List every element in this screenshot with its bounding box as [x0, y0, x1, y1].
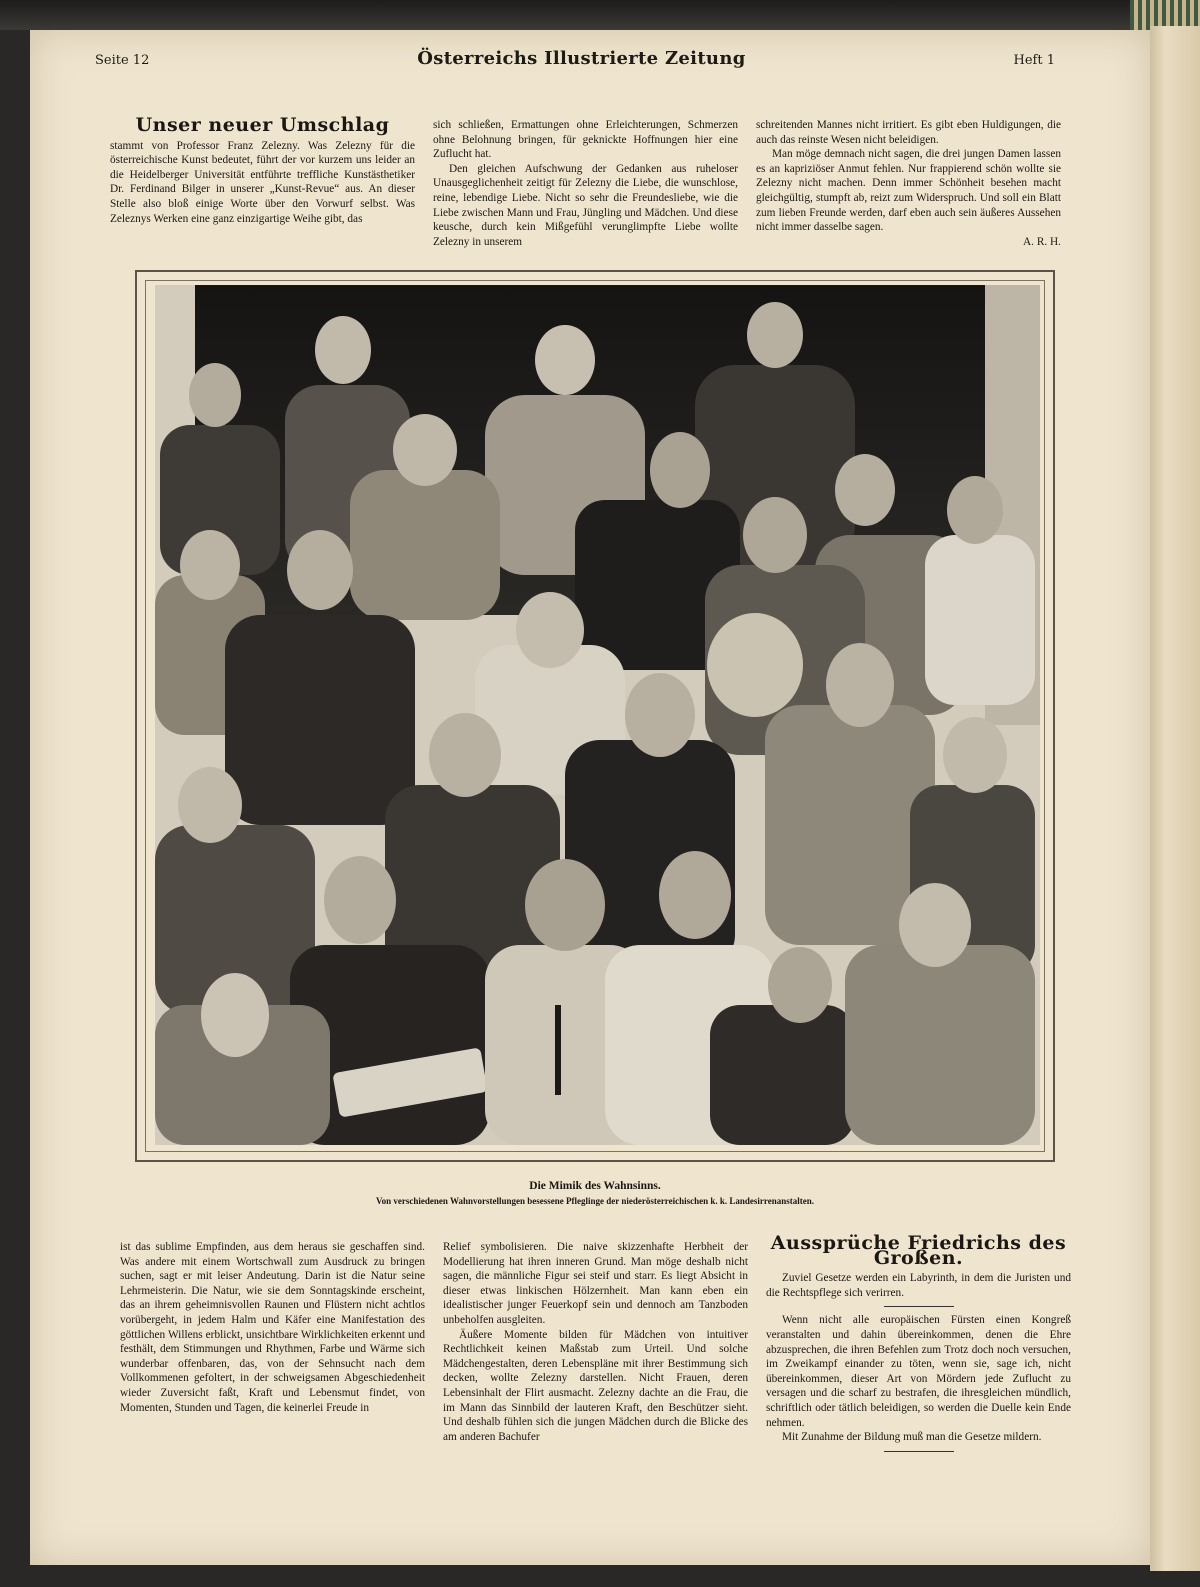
group-photograph — [155, 285, 1040, 1145]
saying-1: Zuviel Gesetze werden ein Labyrinth, in dem die Juristen und die Rechtspflege sich verirren. — [766, 1272, 1071, 1299]
cover-article-column-2 — [433, 118, 738, 249]
running-head — [95, 48, 1055, 78]
bottom-article-text-1: ist das sublime Empfinden, aus dem heraus sie geschaffen sind. Was andere mit einem Wortschwall zum Ausdruck zu bringen suchen, sagt er mit leiser Andeutung. Darin ist die Natur seine Lehrmeisterin. Die Natur, wie sie dem Sonntagskinde erscheint, das an ihrem geheimnisvollen Raunen und Flüstern nicht achtlos vorübergeht, in jedem Halm und Käfer eine Manifestation des göttlichen Willens erblickt, unsichtbare Wirklichkeiten erkennt und festhält, dem Stimmungen und Rhythmen, Farbe und Wärme sich wunderbar offenbaren, das, von der Sehnsucht nach dem Vollkommenen gefoltert, in der schweigsamen Abgeschiedenheit wieder Zuversicht faßt, Kraft und Lebensmut findet, von Momenten, Stunden und Tagen, die keinerlei Freude in — [120, 1241, 425, 1414]
saying-3: Mit Zunahme der Bildung muß man die Gesetze mildern. — [782, 1431, 1042, 1444]
masthead-title: Österreichs Illustrierte Zeitung — [417, 48, 746, 69]
photo-caption-subtitle: Von verschiedenen Wahnvorstellungen besessene Pfleglinge der niederösterreichischen k. k. Landesirrenanstalten. — [375, 1196, 814, 1206]
cover-article-text-3b: Man möge demnach nicht sagen, die drei jungen Damen lassen es an kapriziöser Anmut fehlen. Nur frappierend schön wollte sie Zelezny nicht machen. Denn immer Schönheit besehen macht gleichgültig, stumpft ab, reizt zum Widerspruch. Und soll ein Blatt zum lieben Freunde werden, darf eben auch sein äußeres Aussehen nicht immer dasselbe sagen. — [756, 148, 1061, 234]
bottom-article-column-2 — [443, 1240, 748, 1444]
cover-article-text-1: stammt von Professor Franz Zelezny. Was Zelezny für die österreichische Kunst bedeutet, führt der vor kurzem uns leider an die Heidelberger Universität entführte treffliche Kunstästhetiker Dr. Ferdinand Bilger in unserer „Kunst-Revue“ aus. An dieser Stelle also bloß einige Worte über den Vorwurf selbst. Was Zeleznys Werken eine ganz einzigartige Weihe gibt, das — [110, 139, 415, 225]
section-divider-end — [884, 1451, 954, 1452]
photo-caption — [135, 1180, 1055, 1206]
cover-article-text-3a: schreitenden Mannes nicht irritiert. Es gibt eben Huldigungen, die auch das reinste Wesen nicht beleidigen. — [756, 119, 1061, 146]
bottom-article-text-2a: Relief symbolisieren. Die naive skizzenhafte Herbheit der Modellierung hat ihren inneren Grund. Man möge deshalb nicht sagen, die männliche Figur sei steif und starr. Es liegt Absicht in dieser etwas linkischen Hölzernheit. Man kann eben ein idealistischer junger Feuerkopf sein und dennoch am Tanzboden unbeholfen ausgleiten. — [443, 1241, 748, 1326]
sayings-title: Aussprüche Friedrichs des Großen. — [770, 1232, 1067, 1269]
next-page-edge — [1150, 26, 1200, 1571]
photo-caption-title: Die Mimik des Wahnsinns. — [529, 1180, 661, 1192]
bottom-article-text-2b: Äußere Momente bilden für Mädchen von intuitiver Rechtlichkeit keinen Maßstab zum Urteil. Und solche Mädchengestalten, deren Lebenspläne mit ihrer Bestimmung sich decken, wollte Zelezny darstellen. Nicht Frauen, deren Lebensinhalt der Flirt ausmacht. Zelezny dachte an die Frau, die im Mann das Sinnbild der lauteren Kraft, den Beschützer sieht. Und deshalb fühlen sich die jungen Mädchen durch die Blicke des am anderen Bachufer — [443, 1328, 748, 1443]
sayings-column — [766, 1232, 1071, 1458]
cover-article-text-2a: sich schließen, Ermattungen ohne Erleichterungen, Schmerzen ohne Belohnung bringen, für geknickte Hoffnungen hier eine Zuflucht hat. — [433, 119, 738, 161]
cover-article-title: Unser neuer Umschlag — [135, 114, 390, 136]
page-number: Seite 12 — [95, 53, 150, 68]
cover-article-column-1 — [110, 114, 415, 226]
issue-number: Heft 1 — [1013, 53, 1055, 68]
saying-2: Wenn nicht alle europäischen Fürsten einen Kongreß veranstalten und dahin übereinkommen, denen die Ehre abzusprechen, die ihren Befehlen zum Trotz doch noch versuchen, im Zweikampf einander zu töten, wenn sie, sage ich, nicht übereinkommen, dieser Art von Mördern jede Zuflucht zu versagen und die scharf zu bestrafen, die ihresgleichen mündlich, schriftlich oder tätlich beleidigen, so werden die Duelle kein Ende nehmen. — [766, 1314, 1071, 1429]
article-signature: A. R. H. — [1023, 235, 1061, 248]
section-divider — [884, 1306, 954, 1307]
bottom-article-column-1 — [120, 1240, 425, 1415]
scan-background-top — [0, 0, 1200, 30]
cover-article-text-2b: Den gleichen Aufschwung der Gedanken aus ruheloser Unausgeglichenheit zeitigt für Zelezny die Liebe, die wunschlose, reine, lebendige Liebe. Nicht so sehr die Freundesliebe, wie die Liebe zwischen Mann und Frau, Jüngling und Mädchen. Und diese keusche, durch kein Mißgefühl verunglimpfte Liebe wollte Zelezny in unserem — [433, 162, 738, 248]
cover-article-column-3 — [756, 118, 1061, 249]
